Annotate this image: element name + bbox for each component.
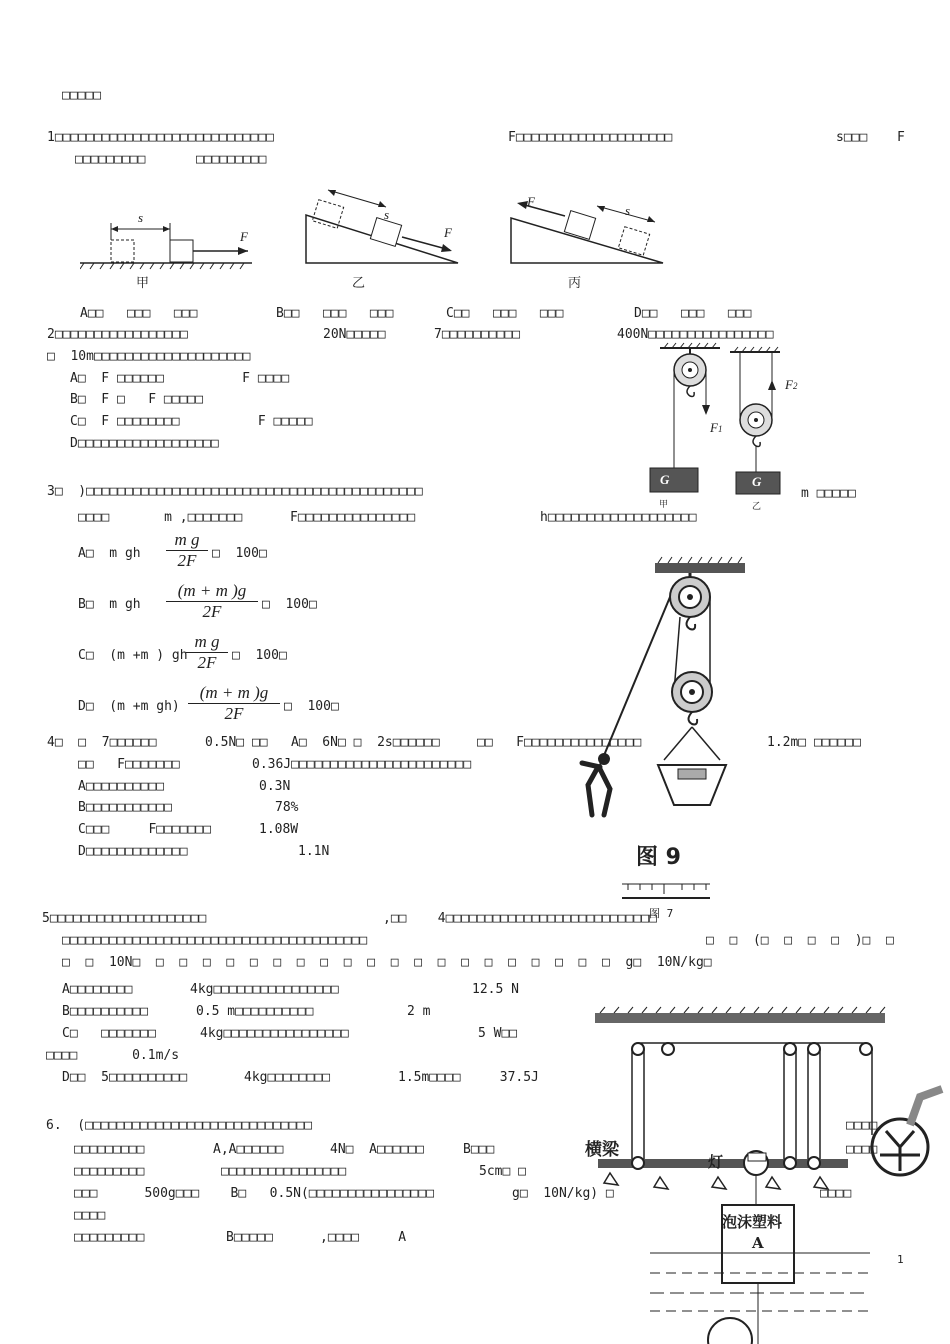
q5-stem-line2: □□□□□□□□□□□□□□□□□□□□□□□□□□□□□□□□□□□□□□□	[62, 933, 368, 948]
q3-option-c-tail: □ 100□	[232, 648, 287, 663]
q1-fig2-caption: 乙	[352, 276, 366, 291]
q4-stem-line2: □□ F□□□□□□□	[78, 757, 180, 772]
q2-fig-G2-label: G	[752, 474, 762, 489]
q1-option-d: D□□ □□□ □□□	[634, 306, 752, 321]
q2-option-d: D□□□□□□□□□□□□□□□□□□	[70, 436, 219, 451]
q5-fig-crossbeam-label: 横梁	[585, 1140, 619, 1160]
q3-stem-line2c: h□□□□□□□□□□□□□□□□□□□	[540, 510, 697, 525]
q6-right-fragment-1: □□□□	[846, 1118, 878, 1133]
q6-stem: 6. (□□□□□□□□□□□□□□□□□□□□□□□□□□□□□	[46, 1118, 313, 1133]
q2-stem-d: 400N□□□□□□□□□□□□□□□□	[617, 327, 774, 342]
q4-option-b-value: 78%	[275, 800, 299, 815]
q3-option-c: C□ (m +m ) gh	[78, 648, 188, 663]
q1-option-b: B□□ □□□ □□□	[276, 306, 394, 321]
q5-option-d: D□□ 5□□□□□□□□□□	[62, 1070, 188, 1085]
q6-stem-line6: □□□□□□□□□	[74, 1230, 145, 1245]
q6-stem-line2b: A,A□□□□□□	[213, 1142, 284, 1157]
q4-stem-b: 0.5N□ □□	[205, 735, 268, 750]
q6-stem-line6c: ,□□□□ A	[320, 1230, 407, 1245]
q2-option-b: B□ F □ F □□□□□	[70, 392, 204, 407]
q1-fig1-F-label: F	[240, 229, 248, 244]
section-heading: □□□□□	[62, 88, 102, 103]
q4-fig-caption: 图 7	[649, 907, 674, 920]
q4-option-b: B□□□□□□□□□□□	[78, 800, 172, 815]
q5-option-b-mid: 0.5 m□□□□□□□□□□	[196, 1004, 314, 1019]
q2-stem-line2: □ 10m□□□□□□□□□□□□□□□□□□□□	[47, 349, 251, 364]
q3-option-d-fraction: $\frac{(m + m )g}{2F}$	[188, 683, 280, 724]
q4-stem-line2b: 0.36J□□□□□□□□□□□□□□□□□□□□□□□	[252, 757, 472, 772]
q1-fig1-s-label: s	[138, 210, 144, 225]
q5-option-c: C□ □□□□□□□	[62, 1026, 156, 1041]
q3-option-b: B□ m gh	[78, 597, 141, 612]
q4-option-d-value: 1.1N	[298, 844, 330, 859]
q1-figure-flat	[80, 205, 255, 275]
q2-option-c: C□ F □□□□□□□□ F □□□□□	[70, 414, 313, 429]
q4-stem: 4□ □ 7□□□□□□	[47, 735, 157, 750]
q6-stem-line6b: B□□□□□	[226, 1230, 273, 1245]
q5-option-b: B□□□□□□□□□□	[62, 1004, 149, 1019]
q6-stem-line3c: 5cm□ □	[479, 1164, 526, 1179]
q4-option-d: D□□□□□□□□□□□□□	[78, 844, 188, 859]
q3-option-d-tail: □ 100□	[284, 699, 339, 714]
q5-fig-light-label: 灯	[708, 1153, 724, 1171]
q1-figure-incline-up	[300, 185, 465, 270]
q2-option-a: A□ F □□□□□□ F □□□□	[70, 371, 290, 386]
q4-option-c-value: 1.08W	[259, 822, 299, 837]
q3-option-a: A□ m gh	[78, 546, 141, 561]
q5-stem-line2b: □ □ (□ □ □ □ )□ □	[706, 933, 894, 948]
q3-option-a-tail: □ 100□	[212, 546, 267, 561]
q6-right-fragment-3: □□□□	[820, 1186, 852, 1201]
q5-option-a: A□□□□□□□□	[62, 982, 133, 997]
q6-stem-line2d: B□□□	[463, 1142, 495, 1157]
q5-option-c-value: 5 W□□	[478, 1026, 518, 1041]
q2-stem: 2□□□□□□□□□□□□□□□□□	[47, 327, 188, 342]
q3-pulley-person-figure	[570, 555, 750, 825]
q3-option-c-fraction: $\frac{\text{m g}}{2F}$	[186, 632, 228, 673]
q1-fig1-caption: 甲	[136, 276, 150, 291]
q5-option-a-value: 12.5 N	[472, 982, 519, 997]
q4-option-c: C□□□ F□□□□□□□	[78, 822, 212, 837]
q5-fig-foam-label: 泡沫塑料	[722, 1213, 783, 1231]
q1-stem-d: F	[897, 130, 905, 145]
q6-stem-line5: □□□□	[74, 1208, 106, 1223]
q2-fig-caption-1: 甲	[659, 500, 669, 510]
q6-stem-line4: □□□ 500g□□□ B□ 0.5N(□□□□□□□□□□□□□□□□	[74, 1186, 435, 1201]
q4-option-a-value: 0.3N	[259, 779, 291, 794]
q6-stem-line3: □□□□□□□□□	[74, 1164, 145, 1179]
q3-fig-caption: 图 9	[636, 845, 681, 870]
q5-option-c-mid: 4kg□□□□□□□□□□□□□□□□	[200, 1026, 349, 1041]
q3-stem-line2b: F□□□□□□□□□□□□□□□	[290, 510, 416, 525]
q1-stem-b: F□□□□□□□□□□□□□□□□□□□□	[508, 130, 673, 145]
q1-stem-line2: □□□□□□□□□	[75, 152, 146, 167]
q6-stem-line2: □□□□□□□□□	[74, 1142, 145, 1157]
q2-fig-F1-label: F1	[710, 420, 723, 435]
q2-fig-G1-label: G	[660, 472, 670, 487]
q1-fig3-F-label: F	[527, 194, 535, 209]
q2-stem-c: 7□□□□□□□□□□	[434, 327, 521, 342]
q6-stem-line4b: g□ 10N/kg) □	[512, 1186, 614, 1201]
q3-stem-b: m □□□□□	[801, 486, 856, 501]
q5-stem-b: ,□□ 4□□□□□□□□□□□□□□□□□□□□□□□□□□□	[383, 911, 657, 926]
q1-stem-line2b: □□□□□□□□□	[196, 152, 267, 167]
q2-fig-caption-2: 乙	[752, 502, 762, 512]
q1-fig3-caption: 丙	[568, 276, 582, 291]
q3-option-b-tail: □ 100□	[262, 597, 317, 612]
q6-stem-line3b: □□□□□□□□□□□□□□□□	[221, 1164, 347, 1179]
page-number: 1	[897, 1253, 904, 1266]
q1-option-c: C□□ □□□ □□□	[446, 306, 564, 321]
q5-option-a-mid: 4kg□□□□□□□□□□□□□□□□	[190, 982, 339, 997]
q4-stem-d: □□ F□□□□□□□□□□□□□□□	[477, 735, 642, 750]
q5-option-d-mid: 4kg□□□□□□□□	[244, 1070, 331, 1085]
q3-stem-line2: □□□□ m ,□□□□□□□	[78, 510, 243, 525]
q3-option-a-fraction: $\frac{\text{m g}}{2F}$	[166, 530, 208, 571]
q5-crossbeam-figure	[550, 1005, 950, 1344]
q5-stem: 5□□□□□□□□□□□□□□□□□□□□	[42, 911, 207, 926]
q1-stem: 1□□□□□□□□□□□□□□□□□□□□□□□□□□□□	[47, 130, 274, 145]
q4-option-a: A□□□□□□□□□□	[78, 779, 165, 794]
q5-option-d-value: 1.5m□□□□ 37.5J	[398, 1070, 539, 1085]
q5-option-c-continued: □□□□ 0.1m/s	[46, 1048, 180, 1063]
q3-stem: 3□ )□□□□□□□□□□□□□□□□□□□□□□□□□□□□□□□□□□□□□□□□□□□	[47, 484, 423, 499]
q4-stem-e: 1.2m□ □□□□□□	[767, 735, 861, 750]
q5-option-b-value: 2 m	[407, 1004, 431, 1019]
q3-option-b-fraction: $\frac{(m + m )g}{2F}$	[166, 581, 258, 622]
q4-figure-fragment	[620, 880, 715, 904]
q1-option-a: A□□ □□□ □□□	[80, 306, 198, 321]
q1-stem-c: s□□□	[836, 130, 868, 145]
q2-fig-F2-label: F2	[785, 377, 798, 392]
q1-fig2-s-label: s	[384, 207, 390, 222]
q2-stem-b: 20N□□□□□	[323, 327, 386, 342]
q1-fig2-F-label: F	[444, 225, 452, 240]
q3-option-d: D□ (m +m gh)	[78, 699, 180, 714]
q6-right-fragment-2: □□□□	[846, 1142, 878, 1157]
q5-stem-line3: □ □ 10N□ □ □ □ □ □ □ □ □ □ □ □ □ □ □ □ □ □ □ □ □ g□ 10N/kg□	[62, 955, 712, 970]
q6-stem-line2c: 4N□ A□□□□□□	[330, 1142, 424, 1157]
q1-fig3-s-label: s	[625, 203, 631, 218]
q5-fig-foam-sub-label: A	[752, 1234, 764, 1252]
q4-stem-c: A□ 6N□ □ 2s□□□□□□	[291, 735, 440, 750]
